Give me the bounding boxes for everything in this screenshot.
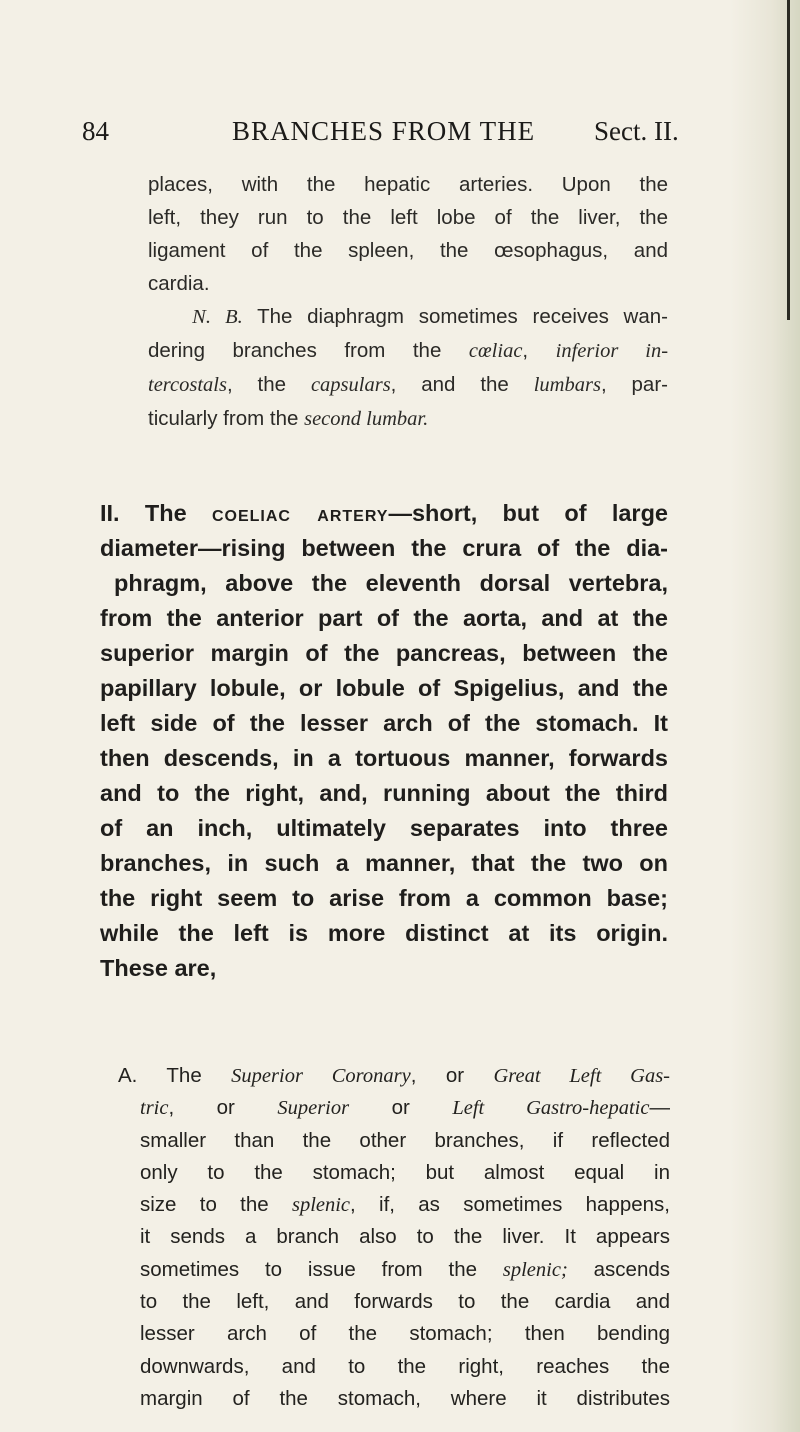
text-line: phragm, above the eleventh dorsal vertebra,	[114, 570, 668, 596]
paragraph-coeliac-artery	[100, 496, 668, 986]
text-line: A. The Superior Coronary, or Great Left Gas-	[118, 1064, 670, 1087]
text-line: branches, in such a manner, that the two on	[100, 850, 668, 876]
text-line: sometimes to issue from the splenic; ascends	[140, 1257, 671, 1281]
page-number: 84	[82, 116, 109, 146]
paragraph-superior-coronary	[118, 1060, 670, 1415]
text-line: to the left, and forwards to the cardia and	[140, 1290, 670, 1314]
running-header	[82, 116, 682, 156]
text-line: margin of the stomach, where it distributes	[140, 1386, 670, 1410]
text-line: left side of the lesser arch of the stomach. It	[100, 710, 668, 736]
text-line: and to the right, and, running about the third	[100, 780, 668, 806]
section-label: Sect. II.	[594, 116, 679, 146]
text-line: These are,	[100, 955, 217, 981]
text-line: II. The coeliac artery—short, but of large	[100, 500, 668, 526]
text-line: then descends, in a tortuous manner, forwards	[100, 745, 668, 771]
text-line: lesser arch of the stomach; then bending	[140, 1322, 670, 1346]
running-title: BRANCHES FROM THE	[232, 116, 536, 146]
note-label: N. B.	[192, 306, 243, 328]
text-line: cardia.	[148, 272, 210, 295]
text-line: smaller than the other branches, if reflected	[140, 1128, 670, 1152]
text-line: size to the splenic, if, as sometimes happens,	[140, 1193, 670, 1217]
note-line: dering branches from the cœliac, inferior in-	[148, 339, 669, 362]
note-line: ticularly from the second lumbar.	[148, 407, 429, 430]
coeliac-artery-heading: coeliac artery	[211, 500, 389, 526]
note-line: N. B. The diaphragm sometimes receives wan-	[192, 305, 668, 328]
text-line: superior margin of the pancreas, between the	[100, 640, 668, 666]
note-line: tercostals, the capsulars, and the lumbars, par-	[148, 373, 668, 396]
text-line: the right seem to arise from a common base;	[100, 885, 668, 911]
text-line: while the left is more distinct at its origin.	[100, 920, 668, 946]
text-line: of an inch, ultimately separates into three	[100, 815, 668, 841]
text-line: it sends a branch also to the liver. It appears	[140, 1225, 670, 1249]
text-line: places, with the hepatic arteries. Upon the	[148, 173, 668, 196]
text-line: diameter—rising between the crura of the dia-	[100, 535, 668, 561]
text-line: downwards, and to the right, reaches the	[140, 1354, 670, 1378]
text-line: left, they run to the left lobe of the liver, the	[148, 206, 668, 229]
text-line: papillary lobule, or lobule of Spigelius, and the	[100, 675, 668, 701]
text-line: only to the stomach; but almost equal in	[140, 1160, 670, 1184]
text-line: from the anterior part of the aorta, and at the	[100, 605, 668, 631]
paragraph-continuation	[148, 168, 668, 436]
text-line: ligament of the spleen, the œsophagus, and	[148, 239, 668, 262]
text-line: tric, or Superior or Left Gastro-hepatic—	[140, 1096, 670, 1120]
page-edge-line	[787, 0, 790, 320]
